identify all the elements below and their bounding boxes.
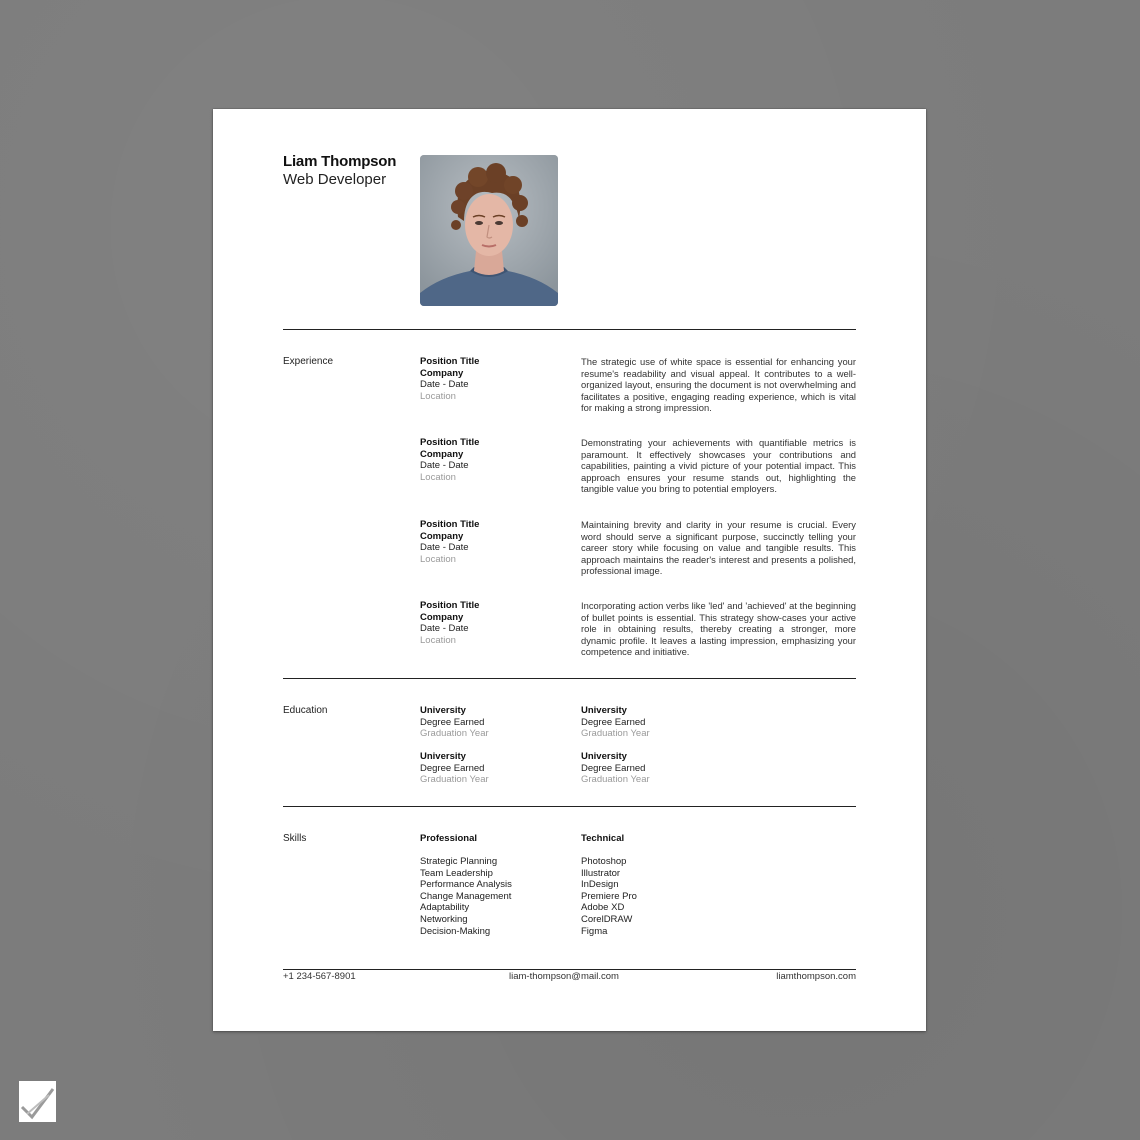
- job-description: Maintaining brevity and clarity in your resume is crucial. Every word should serve a significant purpose, succinctly telling your career story while focusing on value and tangible results. This approach maintains the reader's interest and presents a polished, professional image.: [581, 519, 856, 577]
- education-entry: [420, 751, 570, 786]
- skill-item: Strategic Planning: [420, 856, 498, 867]
- job-company: Company: [420, 530, 464, 542]
- skill-item: Figma: [581, 925, 608, 937]
- technical-skills-list: [581, 856, 637, 937]
- degree-earned: Degree Earned: [420, 762, 485, 774]
- skill-item: InDesign: [581, 879, 619, 891]
- job-company: Company: [420, 611, 464, 623]
- graduation-year: Graduation Year: [420, 728, 489, 740]
- job-entry: [420, 519, 570, 565]
- job-dates: Date - Date: [420, 379, 469, 391]
- education-label: Education: [283, 705, 328, 716]
- checkmark-icon: [19, 1081, 56, 1122]
- contact-phone: +1 234-567-8901: [283, 971, 356, 982]
- resume-page: [213, 109, 926, 1031]
- contact-email: liam-thompson@mail.com: [509, 971, 619, 982]
- skill-item: CorelDRAW: [581, 913, 633, 925]
- skill-item: Networking: [420, 913, 468, 925]
- professional-skills-heading: Professional: [420, 833, 478, 844]
- job-dates: Date - Date: [420, 623, 469, 635]
- job-description: Incorporating action verbs like 'led' and 'achieved' at the beginning of bullet points is essential. This strategy show-cases your active role in obtaining results, thereby creating a stronger, more dynamic profile. It leaves a lasting impression, emphasizing your competence and initiative.: [581, 600, 856, 658]
- job-title: Position Title: [420, 600, 480, 611]
- job-title: Position Title: [420, 356, 480, 367]
- job-entry: [420, 600, 570, 646]
- job-title: Position Title: [420, 519, 480, 530]
- skill-item: Decision-Making: [420, 925, 491, 937]
- education-entry: [581, 751, 731, 786]
- job-company: Company: [420, 448, 464, 460]
- job-location: Location: [420, 390, 456, 402]
- skill-item: Adobe XD: [581, 902, 625, 914]
- job-description: Demonstrating your achievements with quantifiable metrics is paramount. It effectively showcases your contributions and capabilities, painting a vivid picture of your potential impact. This approach ensures your resume stands out, highlighting the tangible value you bring to potential employers.: [581, 437, 856, 495]
- job-title: Position Title: [420, 437, 480, 448]
- education-entry: [581, 705, 731, 740]
- job-description: The strategic use of white space is essential for enhancing your resume's readability and visual appeal. It contributes to a well-organized layout, ensuring the document is not overwhelming and facilitates a positive, engaging reading experience, which is vital for making a strong impression.: [581, 356, 856, 414]
- candidate-role: Web Developer: [283, 171, 387, 188]
- portrait-photo: [420, 155, 558, 306]
- university-name: University: [581, 751, 627, 762]
- degree-earned: Degree Earned: [420, 716, 485, 728]
- contact-website: liamthompson.com: [776, 971, 856, 982]
- candidate-name: Liam Thompson: [283, 153, 397, 170]
- skill-item: Premiere Pro: [581, 890, 637, 902]
- degree-earned: Degree Earned: [581, 762, 646, 774]
- divider: [283, 969, 856, 970]
- divider: [283, 329, 856, 330]
- skill-item: Change Management: [420, 890, 512, 902]
- job-entry: [420, 356, 570, 402]
- skill-item: Illustrator: [581, 867, 621, 879]
- education-entry: [420, 705, 570, 740]
- skill-item: Performance Analysis: [420, 879, 512, 891]
- job-location: Location: [420, 471, 456, 483]
- professional-skills-list: [420, 856, 512, 937]
- job-dates: Date - Date: [420, 542, 469, 554]
- job-dates: Date - Date: [420, 460, 469, 472]
- graduation-year: Graduation Year: [420, 774, 489, 786]
- degree-earned: Degree Earned: [581, 716, 646, 728]
- divider: [283, 806, 856, 807]
- skill-item: Adaptability: [420, 902, 470, 914]
- skill-item: Team Leadership: [420, 867, 493, 879]
- graduation-year: Graduation Year: [581, 774, 650, 786]
- skills-label: Skills: [283, 833, 307, 844]
- job-location: Location: [420, 553, 456, 565]
- university-name: University: [581, 705, 627, 716]
- technical-skills-heading: Technical: [581, 833, 625, 844]
- experience-label: Experience: [283, 356, 334, 367]
- university-name: University: [420, 751, 466, 762]
- university-name: University: [420, 705, 466, 716]
- skill-item: Photoshop: [581, 856, 627, 867]
- job-entry: [420, 437, 570, 483]
- job-location: Location: [420, 634, 456, 646]
- graduation-year: Graduation Year: [581, 728, 650, 740]
- divider: [283, 678, 856, 679]
- job-company: Company: [420, 367, 464, 379]
